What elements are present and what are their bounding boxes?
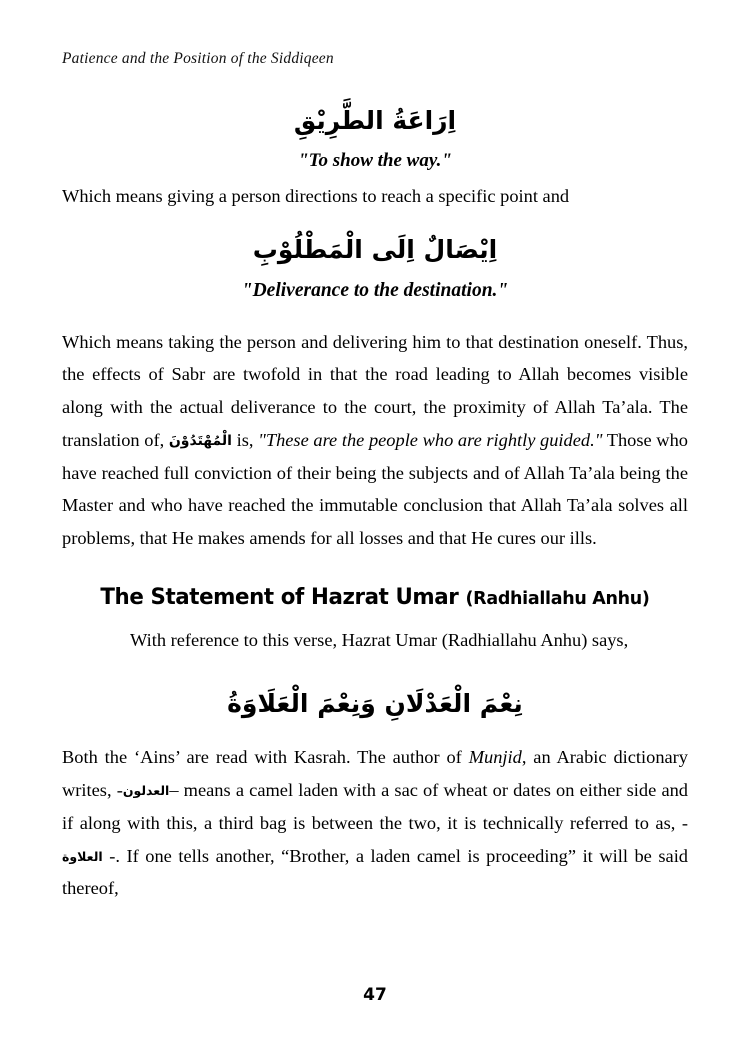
spacer (62, 211, 688, 225)
arabic-verse-3: نِعْمَ الْعَدْلَانِ وَنِعْمَ الْعَلَاوَةُ (227, 688, 523, 718)
inline-arabic-alawah: العلاوة (62, 848, 103, 864)
inline-arabic-muhtadun: الْمُهْتَدُوْنَ (168, 432, 232, 449)
spacer (62, 727, 688, 741)
spacer (62, 555, 688, 585)
paragraph-4-part-c: – means a camel laden with a sac of wheat or dates on either side and if along with this, a third bag is between the two, it is technically referred to as, - (62, 780, 688, 833)
paragraph-1: Which means giving a person directions to reach a specific point and (62, 186, 570, 207)
spacer (62, 610, 688, 624)
arabic-verse-1: اِرَاعَةُ الطَّرِيْقِ (293, 106, 457, 135)
spacer (62, 304, 688, 326)
paragraph-3-text: With reference to this verse, Hazrat Umar (Radhiallahu Anhu) says, (130, 629, 629, 650)
page-number: 47 (363, 985, 387, 1005)
translation-quote-2: "Deliverance to the destination." (241, 280, 509, 302)
paragraph-2-part-c: Those who have reached full conviction of their being the subjects and of Allah Ta’ala being the Master and who have reached the immutable conclusion that Allah Ta’ala solves all problems, that He makes amends for all losses and that He cures our ills. (62, 429, 688, 549)
spacer (62, 173, 688, 181)
inline-arabic-adlun: العدلون (122, 783, 170, 799)
paragraph-4-part-b: , an Arabic dictionary writes, - (62, 747, 688, 801)
section-heading-honorific: (Radhiallahu Anhu) (465, 587, 650, 609)
paragraph-4-part-d: -. If one tells another, “Brother, a laden camel is proceeding” it will be said thereof, (62, 845, 688, 899)
page-content (62, 96, 688, 905)
book-title-munjid: Munjid (468, 747, 522, 768)
running-header: Patience and the Position of the Siddiqeen (62, 50, 334, 67)
paragraph-2-part-a: Which means taking the person and delivering him to that destination oneself. Thus, the effects of Sabr are twofold in that the road leading to Allah becomes visible along with the actual deliverance to the court, the proximity of Allah Ta’ala. The translation of, (62, 331, 688, 450)
paragraph-4 (62, 741, 688, 905)
section-heading-main: The Statement of Hazrat Umar (100, 584, 466, 610)
arabic-verse-2: اِيْصَالٌ اِلَى الْمَطْلُوْبِ (252, 235, 498, 265)
paragraph-2 (62, 326, 688, 555)
paragraph-2-part-b: is, (236, 429, 254, 450)
paragraph-3 (62, 624, 688, 657)
spacer (62, 657, 688, 679)
paragraph-4-part-a: Both the ‘Ains’ are read with Kasrah. The author of (62, 747, 462, 768)
translation-quote-1: "To show the way." (298, 149, 452, 171)
paragraph-2-italic-quote: "These are the people who are rightly guided." (258, 429, 603, 450)
section-heading (71, 585, 678, 610)
